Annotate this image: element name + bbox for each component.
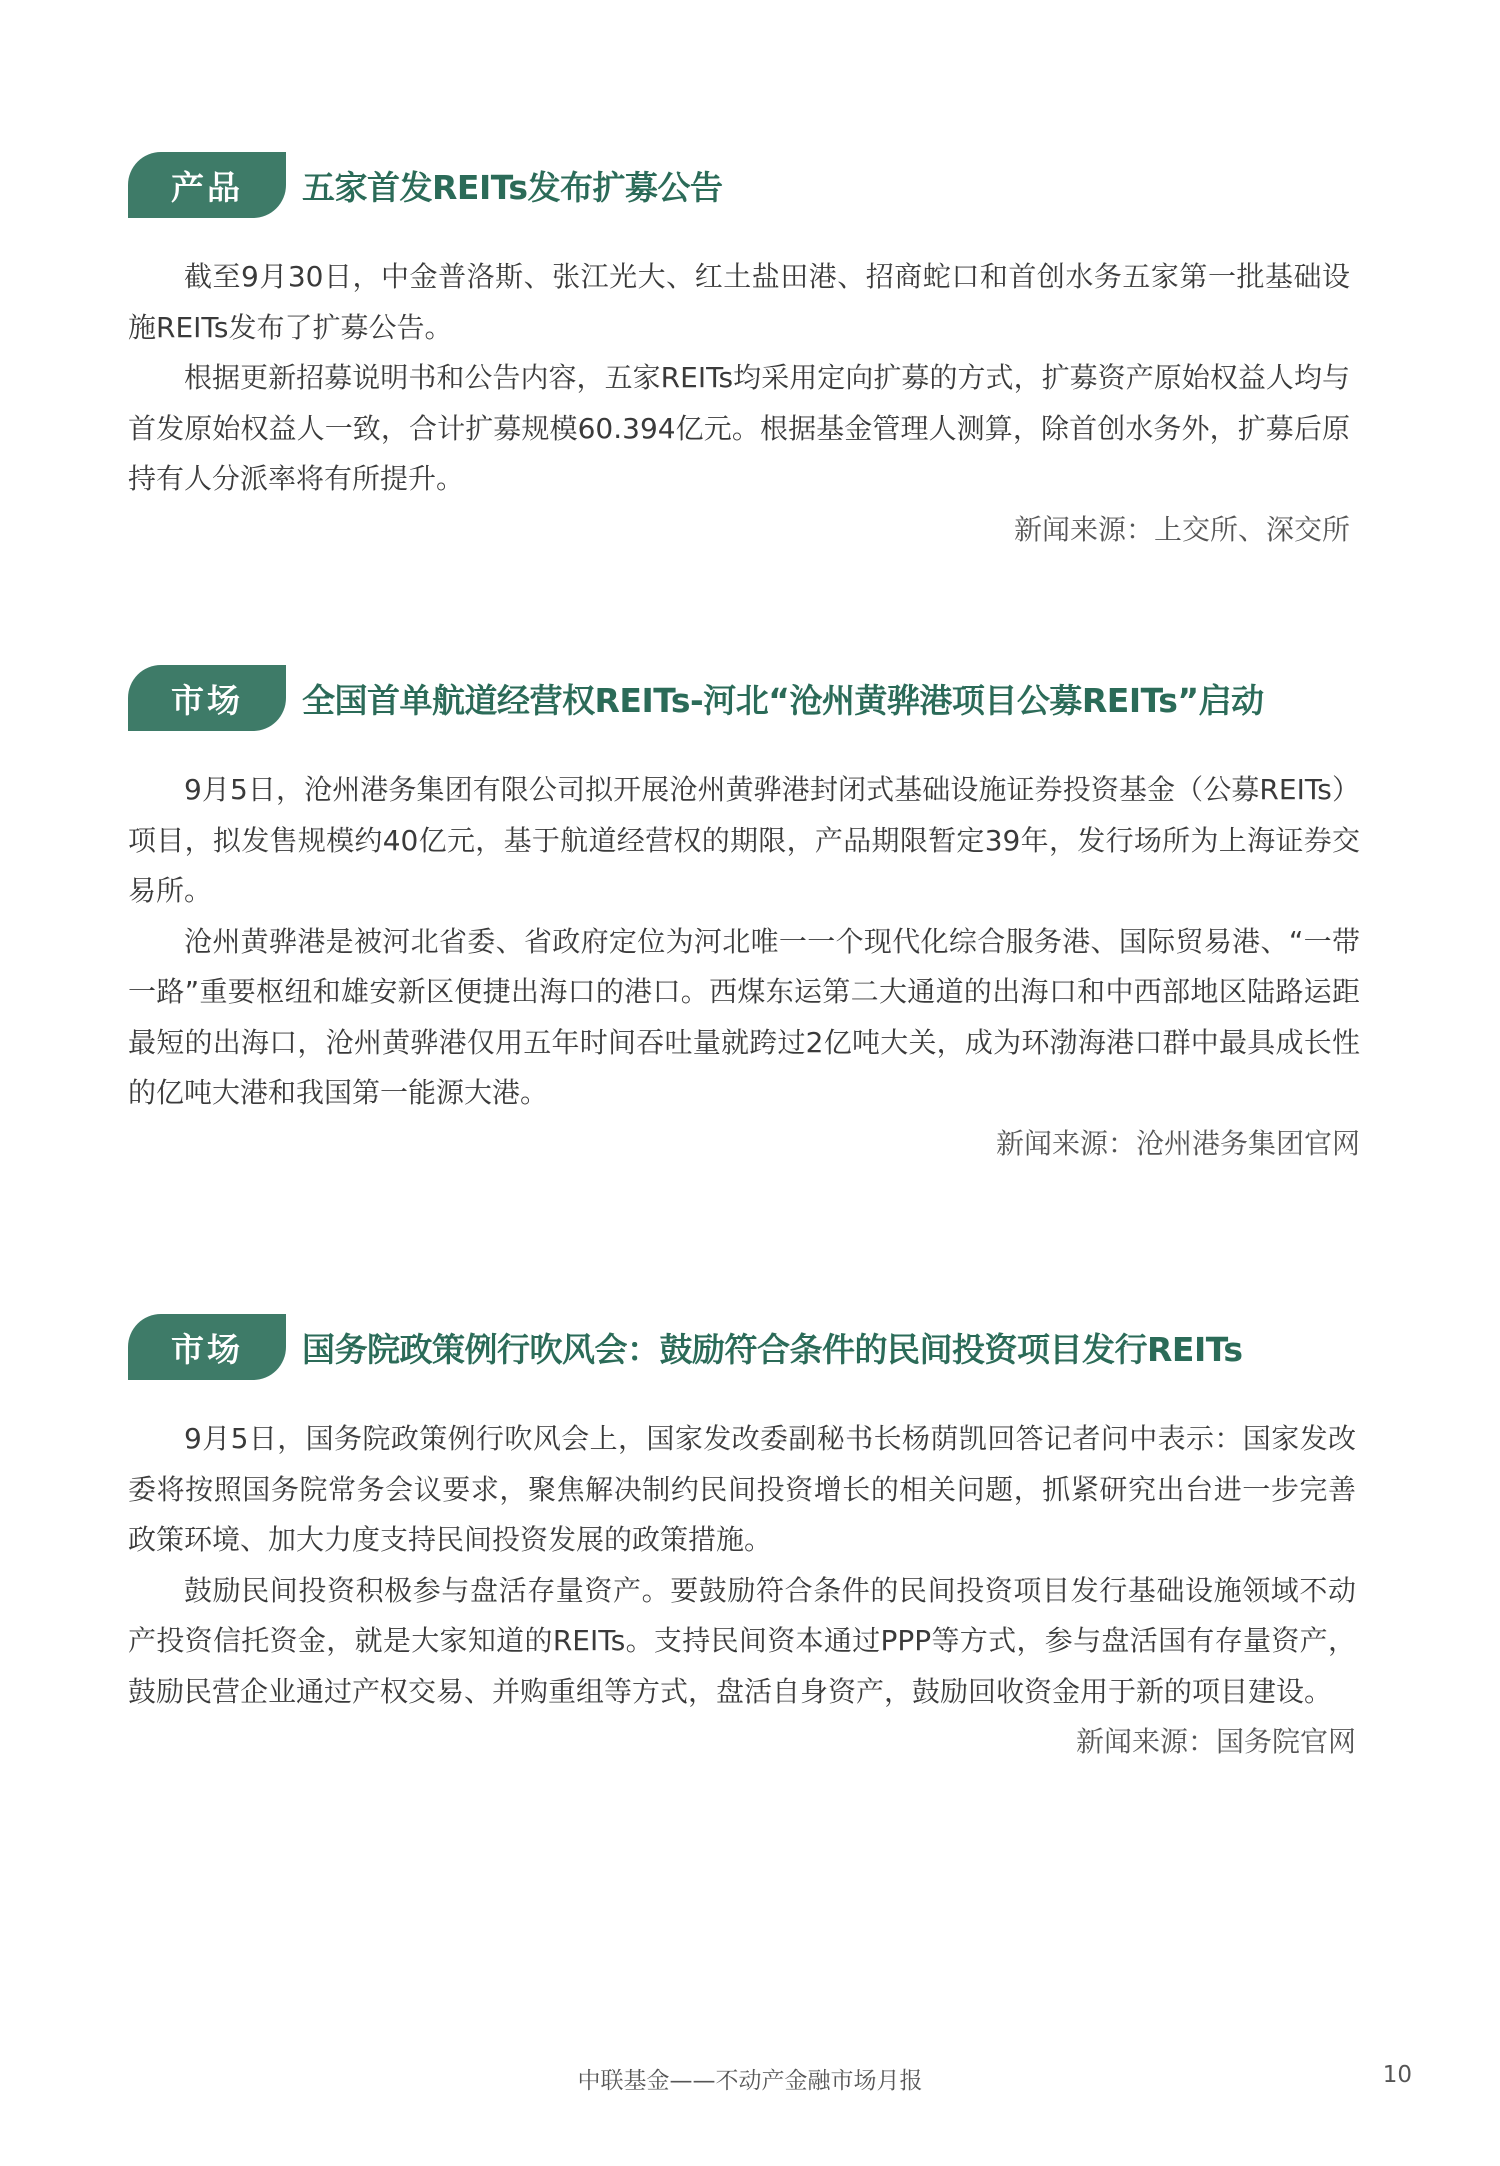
- news-source: 新闻来源：国务院官网: [1075, 1725, 1356, 1758]
- category-tag: 产品: [128, 152, 286, 218]
- section-body: [128, 252, 1350, 555]
- section-header: [128, 152, 1358, 218]
- paragraph: 截至9月30日，中金普洛斯、张江光大、红土盐田港、招商蛇口和首创水务五家第一批基础设施REITs发布了扩募公告。: [128, 260, 1350, 344]
- category-tag: 市场: [128, 665, 286, 731]
- paragraph: 鼓励民间投资积极参与盘活存量资产。要鼓励符合条件的民间投资项目发行基础设施领域不动产投资信托资金，就是大家知道的REITs。支持民间资本通过PPP等方式，参与盘活国有存量资产，鼓励民营企业通过产权交易、并购重组等方式，盘活自身资产，鼓励回收资金用于新的项目建设。: [128, 1573, 1356, 1708]
- news-section-3: [128, 1314, 1358, 1768]
- news-section-1: [128, 152, 1358, 555]
- paragraph: 沧州黄骅港是被河北省委、省政府定位为河北唯一一个现代化综合服务港、国际贸易港、“一带一路”重要枢纽和雄安新区便捷出海口的港口。西煤东运第二大通道的出海口和中西部地区陆路运距最短的出海口，沧州黄骅港仅用五年时间吞吐量就跨过2亿吨大关，成为环渤海港口群中最具成长性的亿吨大港和我国第一能源大港。: [128, 924, 1360, 1109]
- page-number: 10: [1382, 2062, 1412, 2088]
- paragraph: 根据更新招募说明书和公告内容，五家REITs均采用定向扩募的方式，扩募资产原始权益人均与首发原始权益人一致，合计扩募规模60.394亿元。根据基金管理人测算，除首创水务外，扩募后原持有人分派率将有所提升。: [128, 361, 1350, 495]
- news-section-2: [128, 665, 1358, 1169]
- section-title: 五家首发REITs发布扩募公告: [302, 167, 723, 207]
- category-tag: 市场: [128, 1314, 286, 1380]
- section-body: [128, 1414, 1356, 1768]
- footer-title: 中联基金——不动产金融市场月报: [577, 2068, 923, 2094]
- paragraph: 9月5日，沧州港务集团有限公司拟开展沧州黄骅港封闭式基础设施证券投资基金（公募REITs）项目，拟发售规模约40亿元，基于航道经营权的期限，产品期限暂定39年，发行场所为上海证券交易所。: [128, 773, 1360, 907]
- section-header: [128, 1314, 1358, 1380]
- section-title: 国务院政策例行吹风会：鼓励符合条件的民间投资项目发行REITs: [302, 1329, 1243, 1369]
- section-body: [128, 765, 1360, 1169]
- section-title: 全国首单航道经营权REITs-河北“沧州黄骅港项目公募REITs”启动: [302, 680, 1264, 720]
- paragraph: 9月5日，国务院政策例行吹风会上，国家发改委副秘书长杨荫凯回答记者问中表示：国家发改委将按照国务院常务会议要求，聚焦解决制约民间投资增长的相关问题，抓紧研究出台进一步完善政策环境、加大力度支持民间投资发展的政策措施。: [128, 1422, 1356, 1556]
- section-header: [128, 665, 1358, 731]
- news-source: 新闻来源：上交所、深交所: [1013, 512, 1350, 546]
- news-source: 新闻来源：沧州港务集团官网: [995, 1126, 1360, 1160]
